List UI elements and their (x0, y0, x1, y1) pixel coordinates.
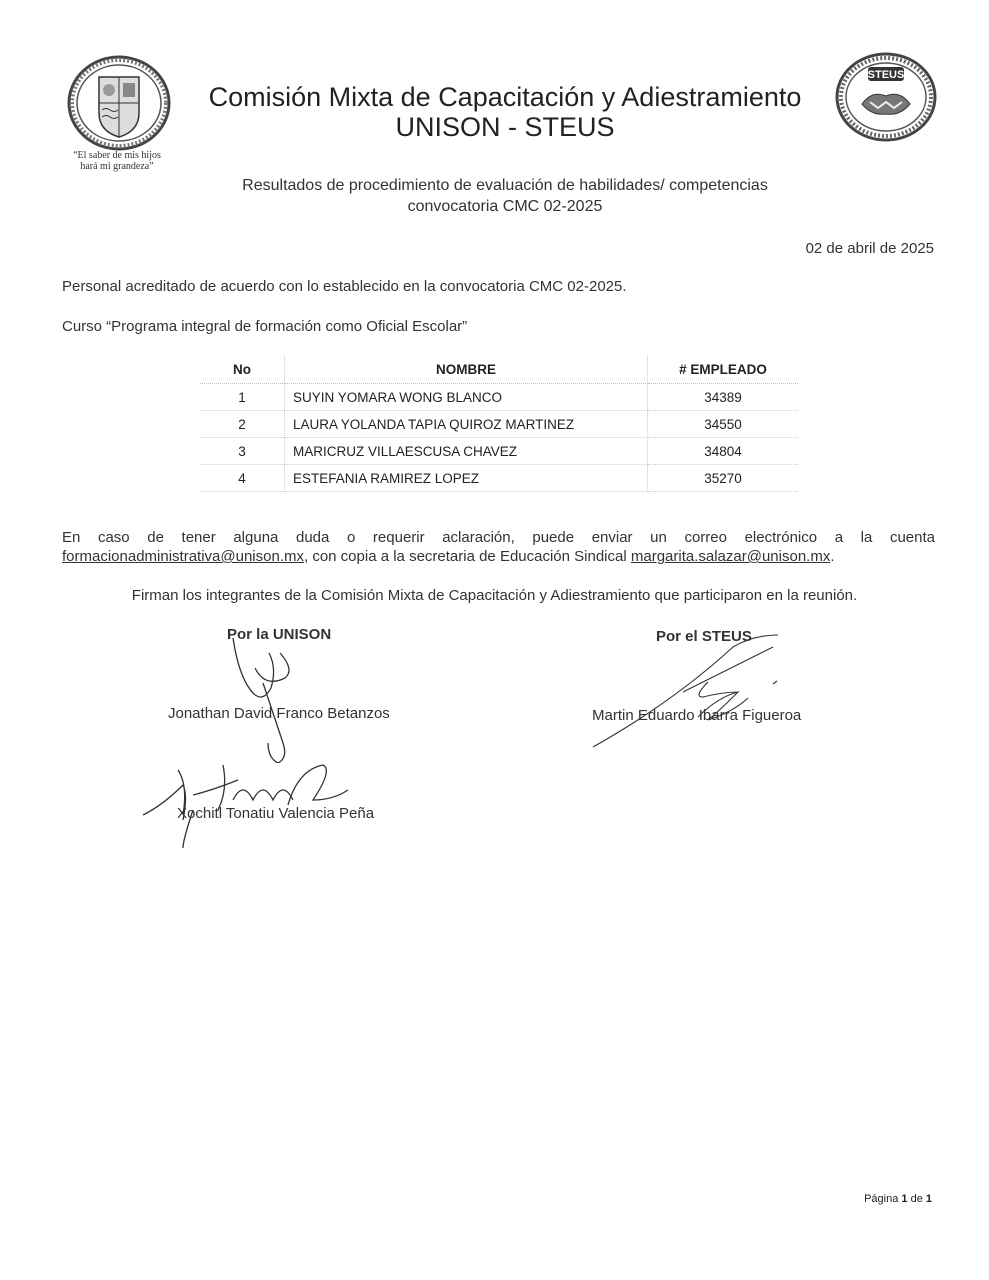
cell-no: 2 (200, 411, 285, 438)
motto (52, 150, 182, 172)
cell-no: 4 (200, 465, 285, 492)
intro-text: Personal acreditado de acuerdo con lo establecido en la convocatoria CMC 02-2025. (62, 278, 627, 295)
steus-seal-icon (834, 52, 938, 142)
contact-paragraph (62, 528, 935, 566)
results-table (200, 356, 798, 492)
signature-steus-1 (588, 632, 788, 752)
motto-line1: “El saber de mis hijos (73, 150, 161, 161)
subtitle (180, 175, 830, 217)
signature-unison-1 (225, 628, 315, 763)
motto-line2: hará mi grandeza” (80, 161, 154, 172)
cell-no: 3 (200, 438, 285, 465)
page-number (864, 1193, 932, 1205)
unison-signer-2: Xochitl Tonatiu Valencia Peña (177, 805, 375, 822)
cell-name: LAURA YOLANDA TAPIA QUIROZ MARTINEZ (285, 411, 648, 438)
table-row (200, 411, 798, 438)
table-header-row (200, 356, 798, 384)
cell-name: ESTEFANIA RAMIREZ LOPEZ (285, 465, 648, 492)
cell-employee: 34804 (648, 438, 799, 465)
cell-name: MARICRUZ VILLAESCUSA CHAVEZ (285, 438, 648, 465)
title-line2: UNISON - STEUS (395, 112, 615, 142)
steus-signatures-heading: Por el STEUS (656, 628, 752, 645)
cell-employee: 34550 (648, 411, 799, 438)
page-title (180, 82, 830, 142)
contact-text1: En caso de tener alguna duda o requerir aclaración, puede enviar un correo electrónico a la cuenta (62, 529, 935, 546)
title-line1: Comisión Mixta de Capacitación y Adiestramiento (208, 82, 802, 112)
unison-signatures-heading: Por la UNISON (227, 626, 332, 643)
subtitle-line2: convocatoria CMC 02-2025 (407, 198, 603, 215)
table-row (200, 465, 798, 492)
signers-intro: Firman los integrantes de la Comisión Mixta de Capacitación y Adiestramiento que participaron en la reunión. (131, 587, 858, 604)
subtitle-line1: Resultados de procedimiento de evaluación de habilidades/ competencias (242, 177, 768, 194)
cell-employee: 34389 (648, 384, 799, 411)
cell-no: 1 (200, 384, 285, 411)
cell-name: SUYIN YOMARA WONG BLANCO (285, 384, 648, 411)
course-text: Curso “Programa integral de formación como Oficial Escolar” (62, 318, 468, 335)
cell-employee: 35270 (648, 465, 799, 492)
unison-signer-1: Jonathan David Franco Betanzos (168, 705, 390, 722)
document-date: 02 de abril de 2025 (805, 240, 934, 257)
table-row (200, 438, 798, 465)
footer-prefix: Página (864, 1193, 902, 1205)
footer-page: 1 (901, 1193, 908, 1205)
email-link-margarita[interactable]: margarita.salazar@unison.mx (630, 548, 831, 565)
header-employee: # EMPLEADO (648, 356, 799, 384)
contact-text3: . (830, 548, 835, 565)
table-row (200, 384, 798, 411)
steus-seal-text: STEUS (867, 69, 905, 81)
header-name: NOMBRE (285, 356, 648, 384)
footer-total: 1 (925, 1193, 932, 1205)
unison-seal-icon (66, 55, 172, 151)
footer-middle: de (907, 1193, 926, 1205)
email-link-formacion[interactable]: formacionadministrativa@unison.mx (62, 548, 304, 565)
header-no: No (200, 356, 285, 384)
contact-text2: , con copia a la secretaria de Educación Sindical (304, 548, 631, 565)
steus-signer-1: Martin Eduardo Ibarra Figueroa (592, 707, 802, 724)
